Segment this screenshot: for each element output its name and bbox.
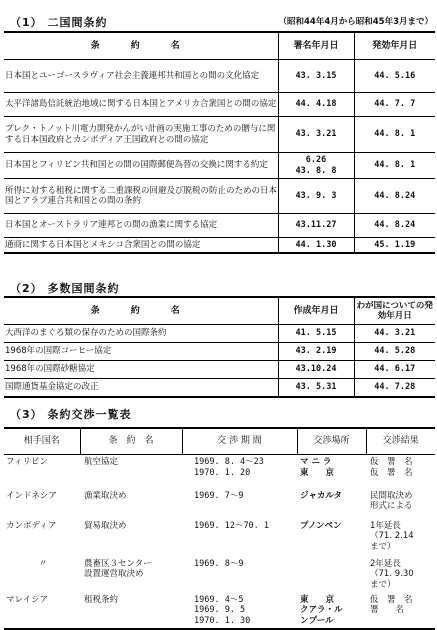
effective-date: 44. 8. 1 bbox=[354, 153, 435, 179]
negotiation-place: 東 京 クアラ・ル ンプール bbox=[300, 594, 343, 626]
header-effective: 発効年月日 bbox=[354, 32, 435, 60]
negotiations-table bbox=[4, 427, 435, 630]
negotiation-result: 1年延長 （71. 2.14 まで） bbox=[370, 520, 414, 552]
treaty-name: 1968年の国際コーヒー協定 bbox=[4, 343, 278, 361]
negotiation-result: 民間取決め 形式による bbox=[370, 490, 413, 511]
effective-date: 44. 5.16 bbox=[354, 60, 435, 93]
header-period: 交 渉 期 間 bbox=[182, 428, 297, 455]
country-name: カンボディア bbox=[6, 520, 57, 531]
section3-title: （3） 条約交渉一覧表 bbox=[10, 408, 132, 421]
created-date: 43. 5.31 bbox=[278, 379, 354, 397]
section2-title: （2） 多数国間条約 bbox=[10, 282, 120, 295]
signed-date: 43. 3.21 bbox=[278, 117, 354, 153]
table-row bbox=[4, 214, 435, 238]
negotiation-place: マ ニ ラ 東 京 bbox=[300, 457, 335, 478]
negotiation-period: 1969. 12～70. 1 bbox=[194, 520, 270, 531]
signed-date: 43. 9. 3 bbox=[278, 179, 354, 214]
table-row bbox=[4, 343, 435, 361]
treaty-name: 通商に関する日本国とメキシコ合衆国との間の協定 bbox=[4, 238, 278, 253]
signed-date: 43.11.27 bbox=[278, 214, 354, 238]
table-row bbox=[4, 60, 435, 93]
negotiation-period: 1969. 7～9 bbox=[194, 490, 244, 501]
effective-date: 44. 7.28 bbox=[354, 379, 435, 397]
table-row bbox=[4, 117, 435, 153]
effective-date: 44. 8. 1 bbox=[354, 117, 435, 153]
created-date: 41. 5.15 bbox=[278, 325, 354, 343]
negotiation-place: プノンペン bbox=[300, 520, 342, 531]
negotiation-result: 2年延長 （71. 9.30 まで） bbox=[370, 558, 414, 590]
signed-date: 44. 1.30 bbox=[278, 238, 354, 253]
treaty-name: 所得に対する租税に関する二重課税の回避及び脱税の防止のための日本国とアラブ連合共和国との間の条約 bbox=[4, 179, 278, 214]
signed-date: 44. 4.18 bbox=[278, 93, 354, 117]
treaty-name: 日本国とオーストラリア連邦との間の漁業に関する協定 bbox=[4, 214, 278, 238]
header-result: 交渉結果 bbox=[366, 428, 435, 455]
table-row bbox=[4, 153, 435, 179]
treaty-name: 貿易取決め bbox=[84, 520, 127, 531]
effective-date: 44. 5.28 bbox=[354, 343, 435, 361]
treaty-name: 日本国とユーゴースラヴィア社会主義連邦共和国との間の文化協定 bbox=[4, 60, 278, 93]
treaty-name: 漁業取決め bbox=[84, 490, 127, 501]
created-date: 43.10.24 bbox=[278, 361, 354, 379]
created-date: 43. 2.19 bbox=[278, 343, 354, 361]
effective-date: 44. 8.24 bbox=[354, 214, 435, 238]
table-row bbox=[4, 519, 435, 557]
negotiation-period: 1969. 4～5 1969. 9. 5 1970. 1. 30 bbox=[194, 594, 251, 626]
country-name: マレイシア bbox=[6, 594, 49, 605]
header-created: 作成年月日 bbox=[278, 297, 354, 325]
treaty-name: 航空協定 bbox=[84, 457, 119, 467]
negotiation-result: 仮 署 名 仮 署 名 bbox=[370, 457, 413, 478]
country-name: フィリピン bbox=[6, 457, 48, 467]
table-row bbox=[4, 238, 435, 253]
treaty-name: 太平洋諸島信託統治地域に関する日本国とアメリカ合衆国との間の協定 bbox=[4, 93, 278, 117]
header-treaty: 条 約 名 bbox=[80, 428, 182, 455]
treaty-name: 日本国とフィリピン共和国との間の国際郵便為替の交換に関する約定 bbox=[4, 153, 278, 179]
country-name: インドネシア bbox=[6, 490, 57, 501]
header-signed: 署名年月日 bbox=[278, 32, 354, 60]
multilateral-treaties-table bbox=[4, 296, 435, 398]
table-row bbox=[4, 325, 435, 343]
table-row bbox=[4, 93, 435, 117]
table-row bbox=[4, 361, 435, 379]
header-treaty-name: 条 約 名 bbox=[4, 297, 278, 325]
effective-date: 44. 3.21 bbox=[354, 325, 435, 343]
table-row bbox=[4, 593, 435, 629]
table-row bbox=[4, 455, 435, 489]
effective-date: 44. 6.17 bbox=[354, 361, 435, 379]
treaty-name: 租税条約 bbox=[84, 594, 119, 605]
table-row bbox=[4, 557, 435, 593]
negotiation-place: ジャカルタ bbox=[300, 490, 342, 501]
table-row bbox=[4, 379, 435, 397]
treaty-name: 農畜区３センター 設置運営取決め bbox=[84, 558, 152, 579]
table-row bbox=[4, 489, 435, 519]
table-row bbox=[4, 179, 435, 214]
negotiation-result: 仮 署 名 署 名 bbox=[370, 594, 413, 615]
treaty-name: 国際通貨基金協定の改正 bbox=[4, 379, 278, 397]
negotiation-period: 1969. 8. 4～23 1970. 1. 20 bbox=[194, 457, 264, 478]
treaty-name: 大西洋のまぐろ類の保存のための国際条約 bbox=[4, 325, 278, 343]
negotiation-place bbox=[297, 557, 366, 593]
section1-title: （1） 二国間条約 bbox=[10, 16, 108, 29]
effective-date: 44. 8.24 bbox=[354, 179, 435, 214]
header-effective-for-japan: わが国についての発効年月日 bbox=[354, 297, 435, 325]
treaty-name: 1968年の国際砂糖協定 bbox=[4, 361, 278, 379]
effective-date: 44. 7. 7 bbox=[354, 93, 435, 117]
signed-date: 6.26 43. 8. 8 bbox=[278, 153, 354, 179]
effective-date: 45. 1.19 bbox=[354, 238, 435, 253]
bilateral-treaties-table bbox=[4, 31, 435, 254]
period-note: （昭和44年4月から昭和45年3月まで） bbox=[278, 17, 433, 27]
negotiation-period: 1969. 8～9 bbox=[194, 558, 244, 569]
treaty-name: プレク・トノット川電力開発かんがい計画の実施工事のための贈与に関する日本国政府とカンボディア王国政府との間の協定 bbox=[4, 117, 278, 153]
header-treaty-name: 条 約 名 bbox=[4, 32, 278, 60]
signed-date: 43. 3.15 bbox=[278, 60, 354, 93]
header-place: 交渉場所 bbox=[297, 428, 366, 455]
header-country: 相手国名 bbox=[4, 428, 80, 455]
country-name: 〃 bbox=[38, 558, 48, 569]
